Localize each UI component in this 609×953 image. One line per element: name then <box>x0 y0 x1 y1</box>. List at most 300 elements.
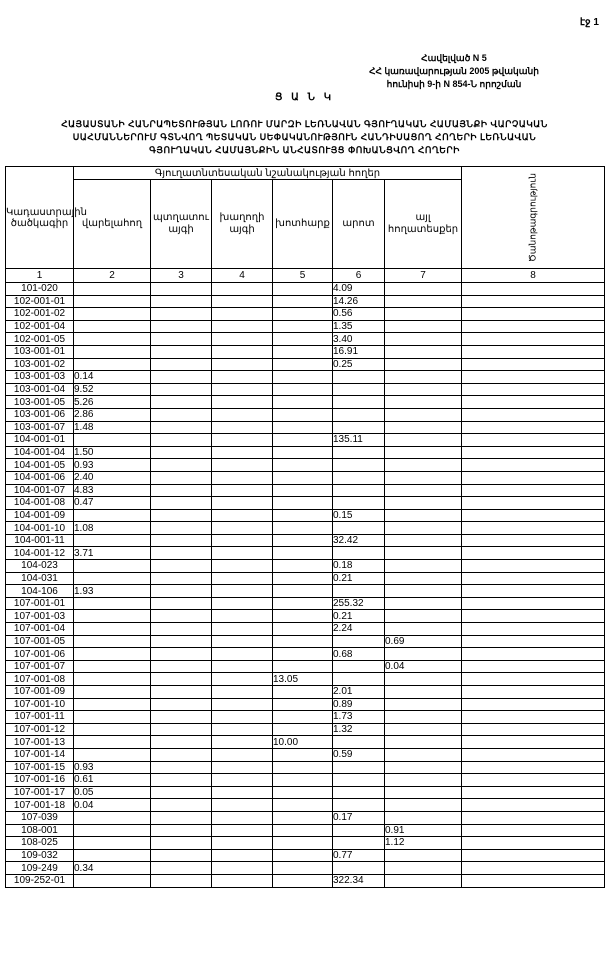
value-cell <box>385 396 462 409</box>
cadastral-code-cell: 103-001-06 <box>6 408 74 421</box>
table-row <box>6 333 605 346</box>
table-row <box>6 597 605 610</box>
table-row <box>6 837 605 850</box>
value-cell <box>333 837 385 850</box>
table-row <box>6 874 605 887</box>
cadastral-code-cell: 107-001-10 <box>6 698 74 711</box>
value-cell <box>151 597 212 610</box>
value-cell <box>273 849 333 862</box>
value-cell: 1.48 <box>74 421 151 434</box>
value-cell <box>273 283 333 296</box>
value-cell <box>212 434 273 447</box>
value-cell <box>333 660 385 673</box>
value-cell: 13.05 <box>273 673 333 686</box>
value-cell <box>151 799 212 812</box>
column-number: 3 <box>151 269 212 283</box>
cadastral-code-cell: 107-001-16 <box>6 774 74 787</box>
value-cell <box>74 736 151 749</box>
value-cell <box>74 698 151 711</box>
value-cell <box>212 761 273 774</box>
value-cell <box>151 748 212 761</box>
value-cell <box>333 786 385 799</box>
cadastral-code-cell: 104-001-09 <box>6 509 74 522</box>
value-cell <box>151 585 212 598</box>
value-cell <box>74 434 151 447</box>
value-cell <box>462 635 605 648</box>
header-hayfield: խոտհարք <box>273 180 333 269</box>
value-cell <box>74 534 151 547</box>
value-cell <box>151 345 212 358</box>
value-cell <box>385 471 462 484</box>
value-cell <box>212 623 273 636</box>
value-cell <box>462 522 605 535</box>
value-cell <box>462 837 605 850</box>
value-cell <box>151 421 212 434</box>
value-cell <box>385 761 462 774</box>
value-cell <box>462 811 605 824</box>
value-cell <box>462 774 605 787</box>
value-cell <box>385 748 462 761</box>
table-row <box>6 446 605 459</box>
cadastral-code-cell: 102-001-02 <box>6 308 74 321</box>
value-cell <box>151 509 212 522</box>
value-cell <box>273 534 333 547</box>
table-row <box>6 345 605 358</box>
table-row <box>6 497 605 510</box>
value-cell <box>273 723 333 736</box>
value-cell: 5.26 <box>74 396 151 409</box>
value-cell <box>333 383 385 396</box>
value-cell <box>462 723 605 736</box>
value-cell: 0.61 <box>74 774 151 787</box>
value-cell <box>462 484 605 497</box>
annex-line-3: հունիսի 9-ի N 854-Ն որոշման <box>386 79 522 89</box>
value-cell: 9.52 <box>74 383 151 396</box>
value-cell <box>212 383 273 396</box>
value-cell: 1.93 <box>74 585 151 598</box>
value-cell <box>273 371 333 384</box>
value-cell <box>385 421 462 434</box>
value-cell <box>212 396 273 409</box>
cadastral-code-cell: 107-001-15 <box>6 761 74 774</box>
value-cell: 0.34 <box>74 862 151 875</box>
value-cell: 14.26 <box>333 295 385 308</box>
value-cell <box>385 295 462 308</box>
value-cell <box>212 358 273 371</box>
value-cell: 0.05 <box>74 786 151 799</box>
value-cell <box>273 837 333 850</box>
value-cell: 1.08 <box>74 522 151 535</box>
value-cell <box>385 862 462 875</box>
table-row <box>6 421 605 434</box>
value-cell <box>385 446 462 459</box>
heading-line-3: ԳՅՈՒՂԱԿԱՆ ՀԱՄԱՅՆՔԻՆ ԱՆՀԱՏՈՒՅՑ ՓՈԽԱՆՑՎՈՂ ՀՈՂԵՐԻ <box>149 145 460 155</box>
table-row <box>6 308 605 321</box>
cadastral-code-cell: 104-031 <box>6 572 74 585</box>
cadastral-code-cell: 107-001-17 <box>6 786 74 799</box>
value-cell <box>462 862 605 875</box>
value-cell <box>462 585 605 598</box>
cadastral-code-cell: 107-001-09 <box>6 686 74 699</box>
value-cell <box>273 358 333 371</box>
value-cell <box>74 623 151 636</box>
table-row <box>6 547 605 560</box>
header-cadastral: Կադաստրային ծածկագիր <box>6 167 74 269</box>
value-cell <box>462 509 605 522</box>
value-cell <box>151 522 212 535</box>
value-cell <box>273 698 333 711</box>
value-cell <box>74 811 151 824</box>
value-cell <box>462 799 605 812</box>
table-row <box>6 748 605 761</box>
value-cell: 4.09 <box>333 283 385 296</box>
table-row <box>6 824 605 837</box>
value-cell <box>212 345 273 358</box>
value-cell <box>462 408 605 421</box>
value-cell <box>273 547 333 560</box>
cadastral-code-cell: 109-249 <box>6 862 74 875</box>
value-cell <box>212 560 273 573</box>
value-cell <box>151 459 212 472</box>
value-cell <box>385 459 462 472</box>
value-cell <box>151 698 212 711</box>
value-cell: 2.24 <box>333 623 385 636</box>
value-cell <box>462 560 605 573</box>
value-cell <box>333 761 385 774</box>
value-cell <box>74 748 151 761</box>
value-cell <box>462 396 605 409</box>
value-cell <box>151 786 212 799</box>
cadastral-code-cell: 107-001-18 <box>6 799 74 812</box>
value-cell: 322.34 <box>333 874 385 887</box>
value-cell <box>151 434 212 447</box>
cadastral-code-cell: 104-001-11 <box>6 534 74 547</box>
header-pasture: արոտ <box>333 180 385 269</box>
value-cell: 0.68 <box>333 648 385 661</box>
value-cell <box>385 522 462 535</box>
value-cell <box>151 648 212 661</box>
cadastral-code-cell: 103-001-01 <box>6 345 74 358</box>
value-cell <box>151 560 212 573</box>
value-cell <box>273 383 333 396</box>
table-row <box>6 408 605 421</box>
annex-line-1: Հավելված N 5 <box>421 53 487 63</box>
cadastral-code-cell: 104-001-04 <box>6 446 74 459</box>
value-cell <box>273 799 333 812</box>
value-cell <box>212 648 273 661</box>
value-cell <box>273 623 333 636</box>
value-cell <box>462 446 605 459</box>
value-cell <box>151 320 212 333</box>
value-cell <box>462 547 605 560</box>
value-cell <box>462 308 605 321</box>
value-cell <box>151 660 212 673</box>
value-cell <box>74 358 151 371</box>
value-cell <box>74 283 151 296</box>
table-row <box>6 484 605 497</box>
cadastral-code-cell: 102-001-01 <box>6 295 74 308</box>
value-cell <box>273 748 333 761</box>
table-row <box>6 534 605 547</box>
value-cell <box>273 585 333 598</box>
column-number: 2 <box>74 269 151 283</box>
value-cell <box>212 283 273 296</box>
cadastral-code-cell: 104-001-06 <box>6 471 74 484</box>
table-row <box>6 774 605 787</box>
value-cell <box>151 471 212 484</box>
value-cell: 16.91 <box>333 345 385 358</box>
value-cell <box>151 333 212 346</box>
table-row <box>6 635 605 648</box>
annex-block <box>339 52 569 91</box>
value-cell <box>385 698 462 711</box>
value-cell <box>74 572 151 585</box>
value-cell: 0.56 <box>333 308 385 321</box>
table-row <box>6 660 605 673</box>
value-cell <box>74 849 151 862</box>
value-cell <box>151 635 212 648</box>
value-cell <box>462 736 605 749</box>
value-cell <box>212 837 273 850</box>
value-cell <box>385 849 462 862</box>
value-cell <box>333 421 385 434</box>
value-cell <box>74 711 151 724</box>
value-cell <box>151 862 212 875</box>
value-cell <box>462 459 605 472</box>
value-cell <box>212 459 273 472</box>
value-cell <box>333 408 385 421</box>
value-cell: 1.32 <box>333 723 385 736</box>
value-cell <box>385 786 462 799</box>
column-number: 5 <box>273 269 333 283</box>
cadastral-code-cell: 103-001-04 <box>6 383 74 396</box>
value-cell <box>212 585 273 598</box>
value-cell <box>212 371 273 384</box>
value-cell: 10.00 <box>273 736 333 749</box>
table-row <box>6 358 605 371</box>
value-cell <box>212 522 273 535</box>
value-cell <box>333 585 385 598</box>
header-notes <box>462 167 605 269</box>
value-cell <box>273 396 333 409</box>
value-cell <box>462 295 605 308</box>
cadastral-code-cell: 103-001-02 <box>6 358 74 371</box>
value-cell <box>212 786 273 799</box>
value-cell <box>385 484 462 497</box>
value-cell <box>462 686 605 699</box>
cadastral-code-cell: 104-023 <box>6 560 74 573</box>
value-cell <box>273 295 333 308</box>
value-cell <box>212 320 273 333</box>
value-cell <box>385 560 462 573</box>
value-cell <box>273 572 333 585</box>
value-cell <box>151 811 212 824</box>
value-cell <box>333 635 385 648</box>
value-cell: 32.42 <box>333 534 385 547</box>
cadastral-code-cell: 102-001-05 <box>6 333 74 346</box>
value-cell: 0.21 <box>333 610 385 623</box>
value-cell <box>212 497 273 510</box>
value-cell <box>212 824 273 837</box>
value-cell: 1.35 <box>333 320 385 333</box>
value-cell <box>273 648 333 661</box>
value-cell <box>212 421 273 434</box>
cadastral-code-cell: 104-001-07 <box>6 484 74 497</box>
value-cell <box>151 547 212 560</box>
value-cell <box>212 723 273 736</box>
table-row <box>6 799 605 812</box>
value-cell: 1.73 <box>333 711 385 724</box>
value-cell <box>212 849 273 862</box>
value-cell <box>74 874 151 887</box>
table-row <box>6 648 605 661</box>
value-cell <box>273 610 333 623</box>
value-cell <box>273 308 333 321</box>
table-row <box>6 572 605 585</box>
value-cell <box>151 484 212 497</box>
value-cell <box>151 383 212 396</box>
table-row <box>6 723 605 736</box>
value-cell <box>462 358 605 371</box>
value-cell <box>212 862 273 875</box>
value-cell <box>462 673 605 686</box>
value-cell <box>74 345 151 358</box>
value-cell <box>333 547 385 560</box>
value-cell <box>212 748 273 761</box>
value-cell <box>462 283 605 296</box>
value-cell <box>385 723 462 736</box>
value-cell <box>385 597 462 610</box>
value-cell <box>212 446 273 459</box>
value-cell <box>462 648 605 661</box>
value-cell <box>212 547 273 560</box>
cadastral-code-cell: 103-001-05 <box>6 396 74 409</box>
value-cell <box>74 686 151 699</box>
cadastral-code-cell: 107-001-13 <box>6 736 74 749</box>
value-cell <box>74 824 151 837</box>
column-number-row <box>6 269 605 283</box>
value-cell <box>385 283 462 296</box>
value-cell <box>333 862 385 875</box>
value-cell <box>273 874 333 887</box>
value-cell <box>333 471 385 484</box>
value-cell <box>151 623 212 636</box>
column-number: 8 <box>462 269 605 283</box>
value-cell <box>385 736 462 749</box>
value-cell <box>212 308 273 321</box>
table-row <box>6 761 605 774</box>
value-cell <box>333 446 385 459</box>
table-row <box>6 686 605 699</box>
value-cell <box>273 824 333 837</box>
value-cell <box>212 597 273 610</box>
value-cell: 0.04 <box>74 799 151 812</box>
cadastral-code-cell: 109-032 <box>6 849 74 862</box>
value-cell <box>273 497 333 510</box>
value-cell <box>74 837 151 850</box>
value-cell <box>273 408 333 421</box>
value-cell <box>462 333 605 346</box>
value-cell: 3.40 <box>333 333 385 346</box>
table-row <box>6 698 605 711</box>
value-cell <box>212 673 273 686</box>
value-cell <box>74 723 151 736</box>
value-cell <box>385 673 462 686</box>
value-cell <box>462 698 605 711</box>
column-number: 6 <box>333 269 385 283</box>
value-cell <box>385 572 462 585</box>
heading-line-1: ՀԱՅԱՍՏԱՆԻ ՀԱՆՐԱՊԵՏՈՒԹՅԱՆ ԼՈՌՈՒ ՄԱՐԶԻ ԼԵՌՆԱՎԱՆ ԳՅՈՒՂԱԿԱՆ ՀԱՄԱՅՆՔԻ ՎԱՐՉԱԿԱՆ <box>61 119 548 129</box>
table-row <box>6 396 605 409</box>
value-cell <box>462 786 605 799</box>
value-cell <box>385 408 462 421</box>
value-cell: 0.93 <box>74 459 151 472</box>
cadastral-code-cell: 107-001-08 <box>6 673 74 686</box>
value-cell <box>151 736 212 749</box>
table-row <box>6 320 605 333</box>
value-cell <box>151 408 212 421</box>
cadastral-code-cell: 103-001-03 <box>6 371 74 384</box>
table-row <box>6 560 605 573</box>
value-cell <box>151 396 212 409</box>
value-cell <box>151 295 212 308</box>
value-cell <box>385 610 462 623</box>
cadastral-code-cell: 104-001-01 <box>6 434 74 447</box>
value-cell <box>333 459 385 472</box>
table-row <box>6 434 605 447</box>
value-cell: 135.11 <box>333 434 385 447</box>
value-cell <box>385 686 462 699</box>
value-cell <box>273 446 333 459</box>
value-cell <box>333 497 385 510</box>
value-cell <box>74 308 151 321</box>
value-cell <box>273 811 333 824</box>
value-cell: 2.40 <box>74 471 151 484</box>
value-cell <box>333 799 385 812</box>
value-cell <box>273 459 333 472</box>
annex-line-2: ՀՀ կառավարության 2005 թվականի <box>369 66 539 76</box>
value-cell <box>151 572 212 585</box>
value-cell: 0.91 <box>385 824 462 837</box>
value-cell <box>385 648 462 661</box>
value-cell <box>462 824 605 837</box>
value-cell <box>151 497 212 510</box>
value-cell <box>273 345 333 358</box>
table-row <box>6 283 605 296</box>
value-cell: 0.15 <box>333 509 385 522</box>
value-cell <box>273 786 333 799</box>
table-row <box>6 862 605 875</box>
value-cell: 0.21 <box>333 572 385 585</box>
value-cell <box>462 761 605 774</box>
list-title: Ց Ա Ն Կ <box>274 92 335 103</box>
table-row <box>6 610 605 623</box>
value-cell <box>74 333 151 346</box>
cadastral-code-cell: 104-001-12 <box>6 547 74 560</box>
value-cell <box>273 686 333 699</box>
table-row <box>6 673 605 686</box>
value-cell <box>385 497 462 510</box>
table-row <box>6 585 605 598</box>
value-cell <box>333 522 385 535</box>
value-cell: 0.04 <box>385 660 462 673</box>
value-cell <box>273 320 333 333</box>
header-other: այլ հողատեսքեր <box>385 180 462 269</box>
value-cell <box>151 723 212 736</box>
value-cell <box>212 686 273 699</box>
value-cell <box>462 711 605 724</box>
value-cell <box>212 295 273 308</box>
